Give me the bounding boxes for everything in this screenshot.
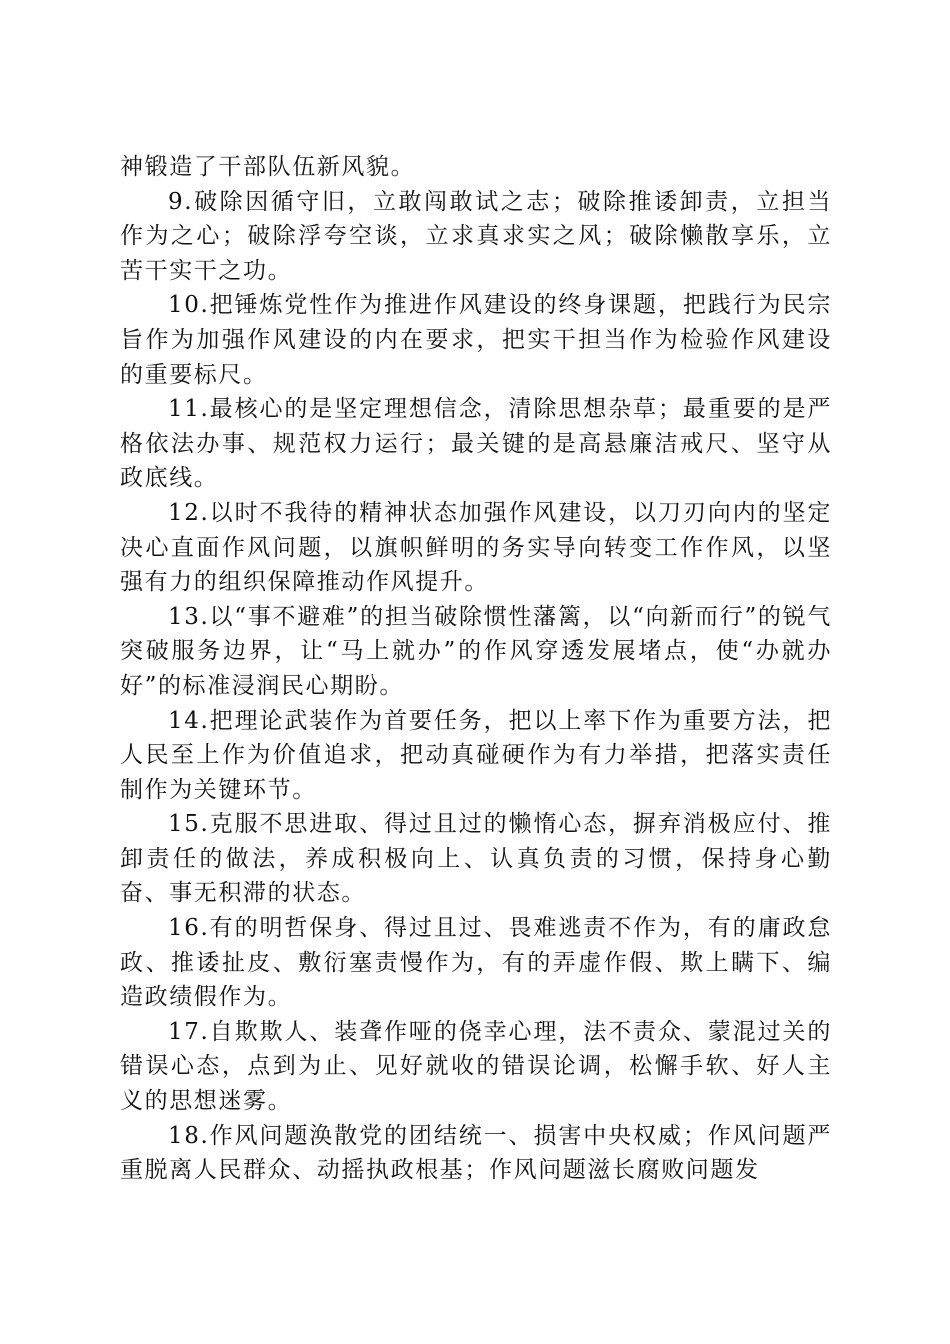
document-body: [120, 150, 832, 1188]
paragraph-item-11: 11.最核心的是坚定理想信念，清除思想杂草；最重要的是严格依法办事、规范权力运行；最关键的是高悬廉洁戒尺、坚守从政底线。: [120, 396, 832, 492]
paragraph-item-9: 9.破除因循守旧，立敢闯敢试之志；破除推诿卸责，立担当作为之心；破除浮夸空谈，立求真求实之风；破除懒散享乐，立苦干实干之功。: [120, 188, 832, 284]
paragraph-item-10: 10.把锤炼党性作为推进作风建设的终身课题，把践行为民宗旨作为加强作风建设的内在要求，把实干担当作为检验作风建设的重要标尺。: [120, 292, 832, 388]
paragraph-item-14: 14.把理论武装作为首要任务，把以上率下作为重要方法，把人民至上作为价值追求，把动真碰硬作为有力举措，把落实责任制作为关键环节。: [120, 707, 832, 803]
paragraph-item-16: 16.有的明哲保身、得过且过、畏难逃责不作为，有的庸政怠政、推诿扯皮、敷衍塞责慢作为，有的弄虚作假、欺上瞒下、编造政绩假作为。: [120, 915, 832, 1011]
paragraph-item-12: 12.以时不我待的精神状态加强作风建设，以刀刃向内的坚定决心直面作风问题，以旗帜鲜明的务实导向转变工作作风，以坚强有力的组织保障推动作风提升。: [120, 499, 832, 596]
paragraph-continuation: 神锻造了干部队伍新风貌。: [120, 154, 416, 180]
paragraph-item-18: 18.作风问题涣散党的团结统一、损害中央权威；作风问题严重脱离人民群众、动摇执政根基；作风问题滋长腐败问题发: [120, 1122, 832, 1184]
paragraph-item-15: 15.克服不思进取、得过且过的懒惰心态，摒弃消极应付、推卸责任的做法，养成积极向上、认真负责的习惯，保持身心勤奋、事无积滞的状态。: [120, 811, 832, 907]
paragraph-item-17: 17.自欺欺人、装聋作哑的侥幸心理，法不责众、蒙混过关的错误心态，点到为止、见好就收的错误论调，松懈手软、好人主义的思想迷雾。: [120, 1018, 832, 1115]
paragraph-item-13: 13.以“事不避难”的担当破除惯性藩篱，以“向新而行”的锐气突破服务边界，让“马上就办”的作风穿透发展堵点，使“办就办好”的标准浸润民心期盼。: [120, 603, 832, 699]
